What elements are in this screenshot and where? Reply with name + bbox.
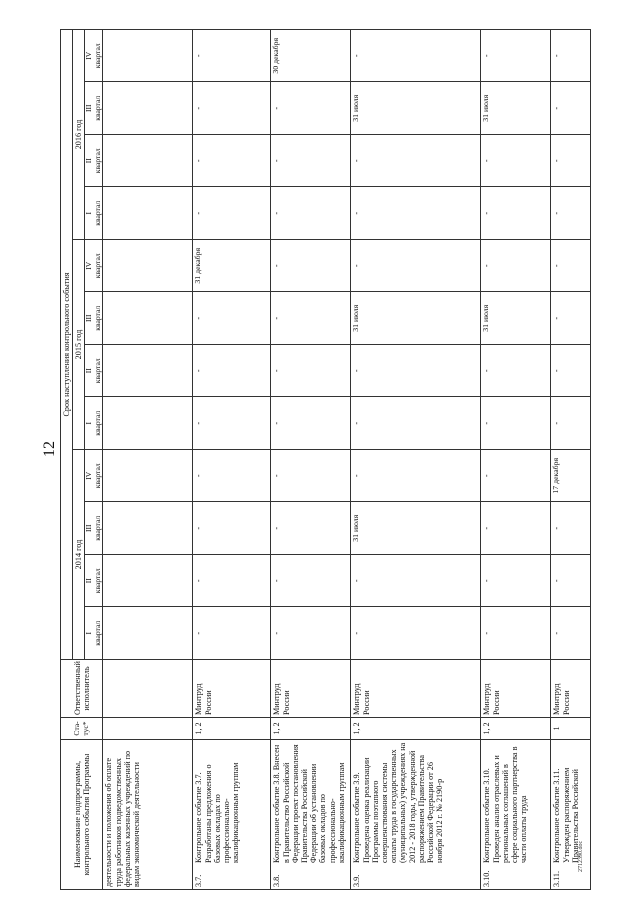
deadline-date-cell: 31 июля: [351, 502, 481, 555]
event-name-cell: [103, 740, 193, 890]
quarter-cell: -: [193, 345, 271, 398]
quarter-cell: -: [351, 187, 481, 240]
event-name: Контрольное событие 3.8. Внесен в Правительство Российской Федерации проект постановления Правительства Российской Федерации об установлении базовых окладов по профессионально-квалификационным группам: [272, 744, 346, 863]
event-name: Контрольное событие 3.7. Разработаны предложения о базовых окладах по профессионально-квалификационным группам: [194, 762, 241, 863]
quarter-cell: [103, 187, 193, 240]
quarter-number: III: [84, 524, 94, 533]
quarter-word: квартал: [92, 148, 102, 174]
quarter-cell: -: [351, 397, 481, 450]
quarter-number: I: [84, 211, 94, 215]
quarter-cell: -: [193, 82, 271, 135]
quarter-word: квартал: [92, 463, 102, 489]
quarter-number: I: [84, 631, 94, 635]
quarter-cell: -: [351, 607, 481, 660]
quarter-number: III: [84, 314, 94, 323]
quarter-cell: -: [193, 397, 271, 450]
header-quarter: [85, 135, 103, 188]
quarter-cell: -: [351, 345, 481, 398]
deadline-date-cell: 31 декабря: [193, 240, 271, 293]
quarter-number: II: [84, 368, 94, 374]
header-quarter: [85, 502, 103, 555]
table-row: [351, 29, 481, 889]
quarter-cell: -: [271, 555, 351, 608]
quarter-cell: -: [481, 502, 551, 555]
quarter-cell: -: [551, 292, 591, 345]
header-year: 2014 год: [73, 450, 85, 660]
event-name-cell: [551, 740, 591, 890]
header-quarter: [85, 555, 103, 608]
quarter-cell: [103, 29, 193, 82]
quarter-cell: -: [351, 555, 481, 608]
quarter-number: II: [84, 158, 94, 164]
quarter-cell: -: [271, 292, 351, 345]
status-cell: 1, 2: [481, 718, 551, 740]
quarter-word: квартал: [92, 620, 102, 646]
responsible-cell: Минтруд России: [351, 660, 481, 718]
quarter-cell: -: [551, 135, 591, 188]
header-quarter: [85, 607, 103, 660]
quarter-word: квартал: [92, 515, 102, 541]
responsible-cell: Минтруд России: [193, 660, 271, 718]
header-deadline: Срок наступления контрольного события: [61, 29, 73, 659]
header-quarter: [85, 397, 103, 450]
quarter-cell: -: [551, 607, 591, 660]
quarter-cell: -: [193, 555, 271, 608]
event-name-cell: [271, 740, 351, 890]
deadline-date-cell: 31 июля: [481, 292, 551, 345]
header-quarter: [85, 292, 103, 345]
table-row: [103, 29, 193, 889]
quarter-cell: -: [481, 135, 551, 188]
document-code: 2712390.doc: [578, 840, 584, 872]
deadline-date-cell: 17 декабря: [551, 450, 591, 503]
quarter-cell: -: [193, 450, 271, 503]
deadline-date-cell: 31 июля: [481, 82, 551, 135]
quarter-cell: -: [351, 135, 481, 188]
header-year: 2016 год: [73, 29, 85, 239]
quarter-cell: -: [551, 29, 591, 82]
quarter-cell: [103, 450, 193, 503]
quarter-cell: -: [551, 345, 591, 398]
quarter-cell: [103, 397, 193, 450]
table-body: [103, 29, 591, 889]
quarter-cell: -: [551, 502, 591, 555]
quarter-cell: -: [193, 292, 271, 345]
header-quarter: [85, 345, 103, 398]
header-responsible: Ответственный исполнитель: [61, 660, 103, 718]
rotated-table-wrapper: [60, 30, 640, 890]
deadline-date-cell: 30 декабря: [271, 29, 351, 82]
quarter-cell: -: [271, 187, 351, 240]
deadline-date-cell: 31 июля: [351, 82, 481, 135]
table-row: [193, 29, 271, 889]
quarter-number: IV: [84, 471, 94, 480]
quarter-cell: -: [271, 397, 351, 450]
quarter-cell: -: [481, 187, 551, 240]
event-number: 3.11.: [552, 870, 562, 887]
quarter-cell: -: [271, 82, 351, 135]
quarter-cell: -: [193, 607, 271, 660]
quarter-word: квартал: [92, 568, 102, 594]
quarter-number: III: [84, 104, 94, 113]
control-events-table: [60, 29, 591, 890]
quarter-cell: -: [193, 135, 271, 188]
status-cell: [103, 718, 193, 740]
quarter-cell: [103, 345, 193, 398]
quarter-cell: -: [271, 135, 351, 188]
quarter-cell: -: [481, 607, 551, 660]
quarter-cell: -: [481, 240, 551, 293]
event-name: Контрольное событие 3.11. Утвержден распоряжением Правительства Российской: [552, 767, 580, 863]
quarter-number: IV: [84, 261, 94, 270]
header-quarter: [85, 82, 103, 135]
quarter-word: квартал: [92, 410, 102, 436]
quarter-cell: -: [551, 397, 591, 450]
event-name: Контрольное событие 3.10. Проведен анализ отраслевых и региональных соглашений в сфере социального партнерства в части оплаты труда: [482, 746, 529, 863]
quarter-cell: -: [481, 555, 551, 608]
quarter-cell: -: [551, 555, 591, 608]
event-name-cell: [351, 740, 481, 890]
responsible-cell: Минтруд России: [271, 660, 351, 718]
header-status: Ста-тус*: [61, 718, 103, 740]
quarter-cell: [103, 240, 193, 293]
quarter-cell: [103, 135, 193, 188]
quarter-cell: -: [193, 502, 271, 555]
quarter-cell: -: [351, 450, 481, 503]
event-number: 3.8.: [272, 874, 282, 887]
header-year: 2015 год: [73, 240, 85, 450]
event-name-cell: [481, 740, 551, 890]
quarter-number: II: [84, 578, 94, 584]
event-name: деятельности и положения об оплате труда работников подведомственных федеральных казенных учреждений по видам экономической деятельности: [104, 750, 141, 887]
quarter-cell: -: [351, 240, 481, 293]
quarter-cell: [103, 82, 193, 135]
quarter-cell: -: [481, 29, 551, 82]
deadline-date-cell: 31 июля: [351, 292, 481, 345]
quarter-word: квартал: [92, 95, 102, 121]
quarter-cell: -: [271, 502, 351, 555]
quarter-word: квартал: [92, 305, 102, 331]
quarter-cell: -: [481, 397, 551, 450]
status-cell: 1, 2: [271, 718, 351, 740]
header-quarter: [85, 29, 103, 82]
table-row: [271, 29, 351, 889]
responsible-cell: Минтруд России: [481, 660, 551, 718]
quarter-cell: -: [551, 82, 591, 135]
quarter-cell: -: [481, 450, 551, 503]
quarter-cell: [103, 502, 193, 555]
quarter-cell: -: [271, 345, 351, 398]
responsible-cell: Минтруд России: [551, 660, 591, 718]
page-number: 12: [41, 441, 58, 457]
table-row: [551, 29, 591, 889]
status-cell: 1, 2: [351, 718, 481, 740]
quarter-cell: [103, 607, 193, 660]
status-cell: 1: [551, 718, 591, 740]
event-name: Контрольное событие 3.9. Проведена оценка реализации Программы поэтапного совершенствования системы оплаты труда в государственных (муниципальных) учреждениях на 2012 - 2018 годы, утвержденной распоряжением Правительства Российской Федерации от 26 ноября 2012 г. № 2190-р: [352, 742, 445, 863]
quarter-word: квартал: [92, 43, 102, 69]
event-number: 3.9.: [352, 874, 362, 887]
event-name-cell: [193, 740, 271, 890]
quarter-number: I: [84, 421, 94, 425]
quarter-cell: [103, 555, 193, 608]
header-quarter: [85, 450, 103, 503]
event-number: 3.7.: [194, 874, 204, 887]
header-row-1: [61, 29, 73, 889]
quarter-cell: -: [551, 240, 591, 293]
quarter-word: квартал: [92, 358, 102, 384]
header-quarter: [85, 240, 103, 293]
quarter-word: квартал: [92, 200, 102, 226]
quarter-cell: [103, 292, 193, 345]
quarter-number: IV: [84, 51, 94, 60]
quarter-cell: -: [193, 29, 271, 82]
table-row: [481, 29, 551, 889]
responsible-cell: [103, 660, 193, 718]
quarter-word: квартал: [92, 253, 102, 279]
event-number: 3.10.: [482, 870, 492, 887]
header-quarter: [85, 187, 103, 240]
quarter-cell: -: [351, 29, 481, 82]
quarter-cell: -: [193, 187, 271, 240]
status-cell: 1, 2: [193, 718, 271, 740]
quarter-cell: -: [271, 240, 351, 293]
quarter-cell: -: [271, 607, 351, 660]
quarter-cell: -: [271, 450, 351, 503]
quarter-cell: -: [551, 187, 591, 240]
header-name: Наименование подпрограммы, контрольного события Программы: [61, 740, 103, 890]
quarter-cell: -: [481, 345, 551, 398]
